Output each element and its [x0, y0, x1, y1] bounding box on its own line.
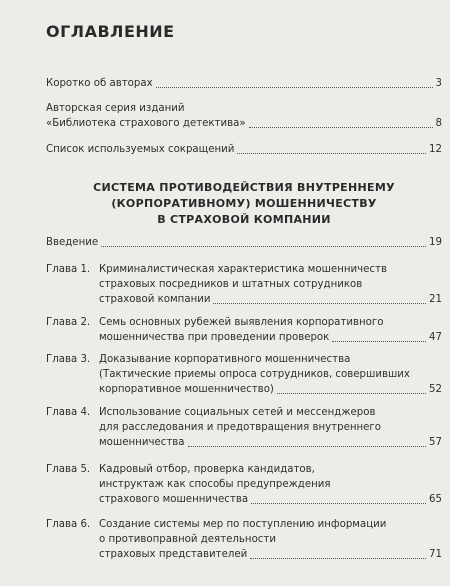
- dot-leader: [332, 341, 426, 342]
- chapter-title-line: Семь основных рубежей выявления корпоративного: [99, 317, 384, 328]
- page-number: 47: [429, 332, 442, 343]
- toc-heading: ОГЛАВЛЕНИЕ: [46, 22, 175, 41]
- page-number: 65: [429, 494, 442, 505]
- chapter-title-line: (Тактические приемы опроса сотрудников, совершивших: [99, 369, 410, 380]
- chapter-title-line: Криминалистическая характеристика мошенничеств: [99, 264, 387, 275]
- entry-title: Коротко об авторах: [46, 78, 153, 89]
- dot-leader: [188, 446, 427, 447]
- toc-chapter-5: [46, 462, 442, 507]
- toc-chapter-1: [46, 262, 442, 307]
- section-title-line: В СТРАХОВОЙ КОМПАНИИ: [157, 213, 331, 226]
- chapter-label: Глава 2.: [46, 317, 91, 328]
- chapter-label: Глава 4.: [46, 407, 91, 418]
- chapter-title-line: инструктаж как способы предупреждения: [99, 479, 331, 490]
- chapter-title-line: страховых посредников и штатных сотрудников: [99, 279, 363, 290]
- chapter-title-line: страховых представителей: [99, 549, 248, 560]
- chapter-title-line: Использование социальных сетей и мессенджеров: [99, 407, 376, 418]
- dot-leader: [251, 503, 426, 504]
- chapter-title-line: мошенничества при проведении проверок: [99, 332, 330, 343]
- chapter-title-line: мошенничества: [99, 437, 185, 448]
- dot-leader: [277, 393, 426, 394]
- page-number: 19: [429, 237, 442, 248]
- dot-leader: [101, 246, 426, 247]
- toc-entry-authors: [46, 76, 442, 91]
- page-number: 57: [429, 437, 442, 448]
- chapter-title-line: страхового мошенничества: [99, 494, 249, 505]
- page-number: 3: [435, 78, 442, 89]
- toc-entry-series: [46, 101, 442, 131]
- page-number: 71: [429, 549, 442, 560]
- chapter-title-line: Создание системы мер по поступлению информации: [99, 519, 387, 530]
- chapter-title-line: Кадровый отбор, проверка кандидатов,: [99, 464, 315, 475]
- page-number: 52: [429, 384, 442, 395]
- chapter-title-line: корпоративное мошенничество): [99, 384, 274, 395]
- chapter-label: Глава 5.: [46, 464, 91, 475]
- entry-title-line: «Библиотека страхового детектива»: [46, 118, 246, 129]
- chapter-title-line: Доказывание корпоративного мошенничества: [99, 354, 351, 365]
- chapter-title-line: о противоправной деятельности: [99, 534, 276, 545]
- chapter-title-line: страховой компании: [99, 294, 211, 305]
- dot-leader: [237, 153, 426, 154]
- toc-chapter-4: [46, 405, 442, 450]
- entry-title: Список используемых сокращений: [46, 144, 235, 155]
- section-title: [46, 180, 442, 228]
- section-title-line: (КОРПОРАТИВНОМУ) МОШЕННИЧЕСТВУ: [111, 197, 377, 210]
- chapter-label: Глава 1.: [46, 264, 91, 275]
- toc-chapter-3: [46, 352, 442, 397]
- entry-title: Введение: [46, 237, 99, 248]
- toc-chapter-6: [46, 517, 442, 562]
- dot-leader: [250, 558, 426, 559]
- dot-leader: [213, 303, 426, 304]
- entry-title-line: Авторская серия изданий: [46, 103, 185, 114]
- toc-entry-abbreviations: [46, 142, 442, 157]
- chapter-label: Глава 6.: [46, 519, 91, 530]
- chapter-label: Глава 3.: [46, 354, 91, 365]
- dot-leader: [249, 127, 433, 128]
- page-number: 12: [429, 144, 442, 155]
- dot-leader: [156, 87, 433, 88]
- chapter-title-line: для расследования и предотвращения внутреннего: [99, 422, 382, 433]
- toc-entry-intro: [46, 235, 442, 250]
- page-number: 8: [435, 118, 442, 129]
- toc-chapter-2: [46, 315, 442, 345]
- page-number: 21: [429, 294, 442, 305]
- section-title-line: СИСТЕМА ПРОТИВОДЕЙСТВИЯ ВНУТРЕННЕМУ: [93, 181, 395, 194]
